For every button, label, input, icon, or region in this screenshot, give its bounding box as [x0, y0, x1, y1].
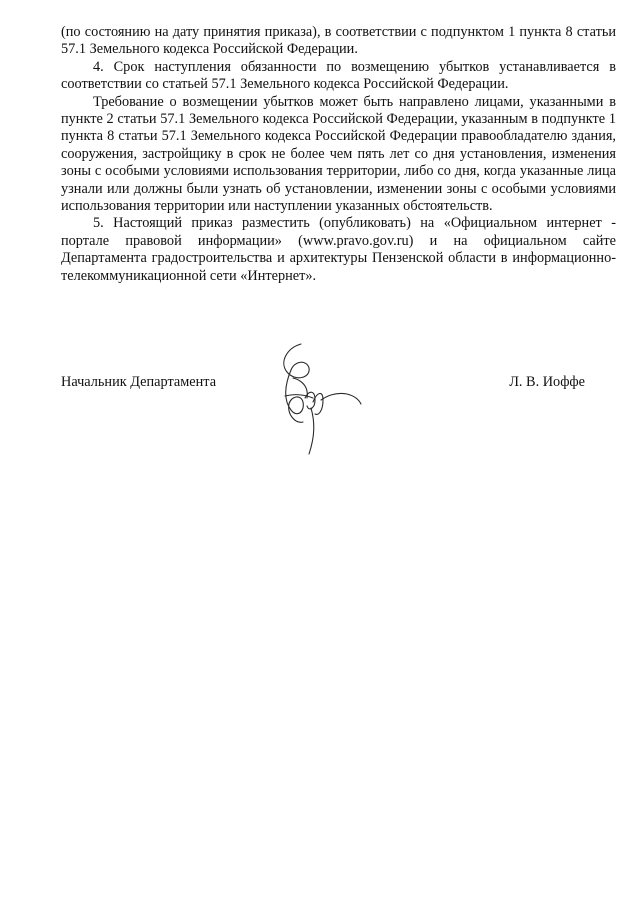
signatory-name: Л. В. Иоффе — [509, 374, 585, 390]
document-body — [61, 24, 616, 285]
paragraph-item-5: 5. Настоящий приказ разместить (опубликовать) на «Официальном интернет - портале правовой информации» (www.pravo.gov.ru) и на официальном сайте Департамента градостроительства и архитектуры Пензенской области в информационно-телекоммуникационной сети «Интернет». — [61, 215, 616, 284]
paragraph-item-4: 4. Срок наступления обязанности по возмещению убытков устанавливается в соответствии со статьей 57.1 Земельного кодекса Российской Федерации. — [61, 58, 616, 93]
paragraph-claim-requirement: Требование о возмещении убытков может быть направлено лицами, указанными в пункте 2 статьи 57.1 Земельного кодекса Российской Федерации, указанным в подпункте 1 пункта 8 статьи 57.1 Земельного кодекса Российской Федерации правообладателю здания, сооружения, застройщику в срок не более чем пять лет со дня установления, изменения зоны с особыми условиями использования территории, либо со дня, когда указанные лица узнали или должны были узнать об установлении, изменении зоны с особыми условиями использования территории или наступлении указанных обстоятельств. — [61, 93, 616, 215]
handwritten-signature — [265, 338, 365, 458]
paragraph-continuation: (по состоянию на дату принятия приказа), в соответствии с подпунктом 1 пункта 8 статьи 57.1 Земельного кодекса Российской Федерации. — [61, 24, 616, 58]
signatory-role: Начальник Департамента — [61, 374, 217, 390]
